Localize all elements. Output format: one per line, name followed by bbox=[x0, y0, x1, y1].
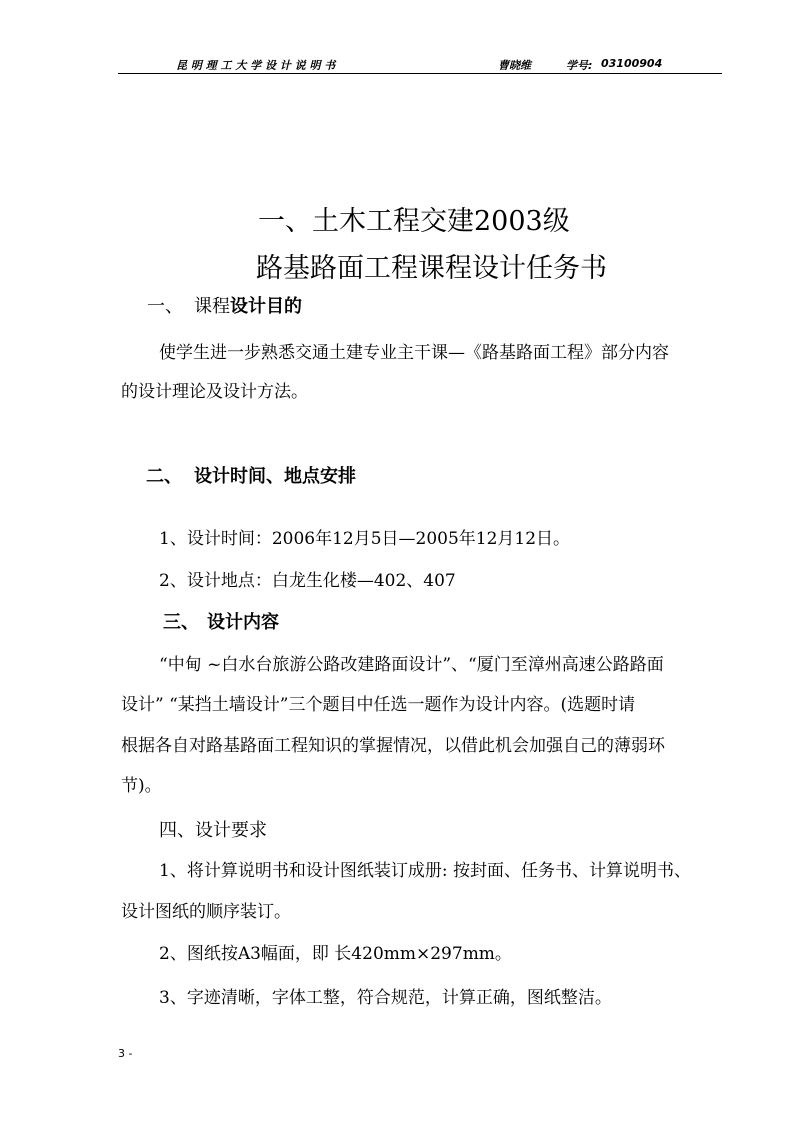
section4-heading: 四、设计要求 bbox=[159, 820, 267, 841]
section1-heading bbox=[194, 292, 302, 318]
section3-line3: 根据各自对路基路面工程知识的掌握情况，以借此机会加强自己的薄弱环 bbox=[121, 736, 665, 756]
section1-number: 一、 bbox=[147, 296, 183, 317]
header-student-id-label: 学号: bbox=[566, 59, 593, 72]
section3-heading: 设计内容 bbox=[207, 612, 279, 633]
section1-para-line1: 使学生进一步熟悉交通土建专业主干课—《路基路面工程》部分内容 bbox=[159, 343, 669, 363]
header-divider bbox=[118, 73, 722, 74]
section4-item1-line2: 设计图纸的顺序装订。 bbox=[121, 902, 291, 922]
section1-para-line2: 的设计理论及设计方法。 bbox=[121, 382, 308, 402]
header-author: 曹晓维 bbox=[498, 59, 531, 72]
header-school-title: 昆 明 理 工 大 学 设 计 说 明 书 bbox=[176, 59, 336, 72]
section3-line4: 节)。 bbox=[121, 776, 162, 796]
section2-heading: 设计时间、地点安排 bbox=[194, 466, 356, 487]
page-title-line1: 一、土木工程交建2003级 bbox=[258, 206, 570, 237]
section3-line1: “中甸 ~白水台旅游公路改建路面设计”、“厦门至漳州高速公路路面 bbox=[159, 655, 664, 675]
page-number: 3 - bbox=[118, 1047, 133, 1060]
section3-line2: 设计” “某挡土墙设计”三个题目中任选一题作为设计内容。(选题时请 bbox=[121, 695, 636, 715]
page-title-line2: 路基路面工程课程设计任务书 bbox=[256, 253, 607, 284]
header-student-id: 03100904 bbox=[601, 57, 663, 70]
section4-item3: 3、字迹清晰，字体工整，符合规范，计算正确，图纸整洁。 bbox=[159, 988, 612, 1008]
section4-item1-line1: 1、将计算说明书和设计图纸装订成册: 按封面、任务书、计算说明书、 bbox=[159, 861, 691, 881]
section2-number: 二、 bbox=[146, 466, 182, 487]
section1-heading-b: 设计目的 bbox=[230, 296, 302, 317]
section2-item2: 2、设计地点：白龙生化楼—402、407 bbox=[159, 571, 456, 591]
section2-item1: 1、设计时间：2006年12月5日—2005年12月12日。 bbox=[159, 529, 571, 549]
section1-heading-a: 课程 bbox=[194, 296, 230, 317]
section3-number: 三、 bbox=[163, 612, 199, 633]
section4-item2: 2、图纸按A3幅面，即 长420mm×297mm。 bbox=[159, 944, 512, 964]
